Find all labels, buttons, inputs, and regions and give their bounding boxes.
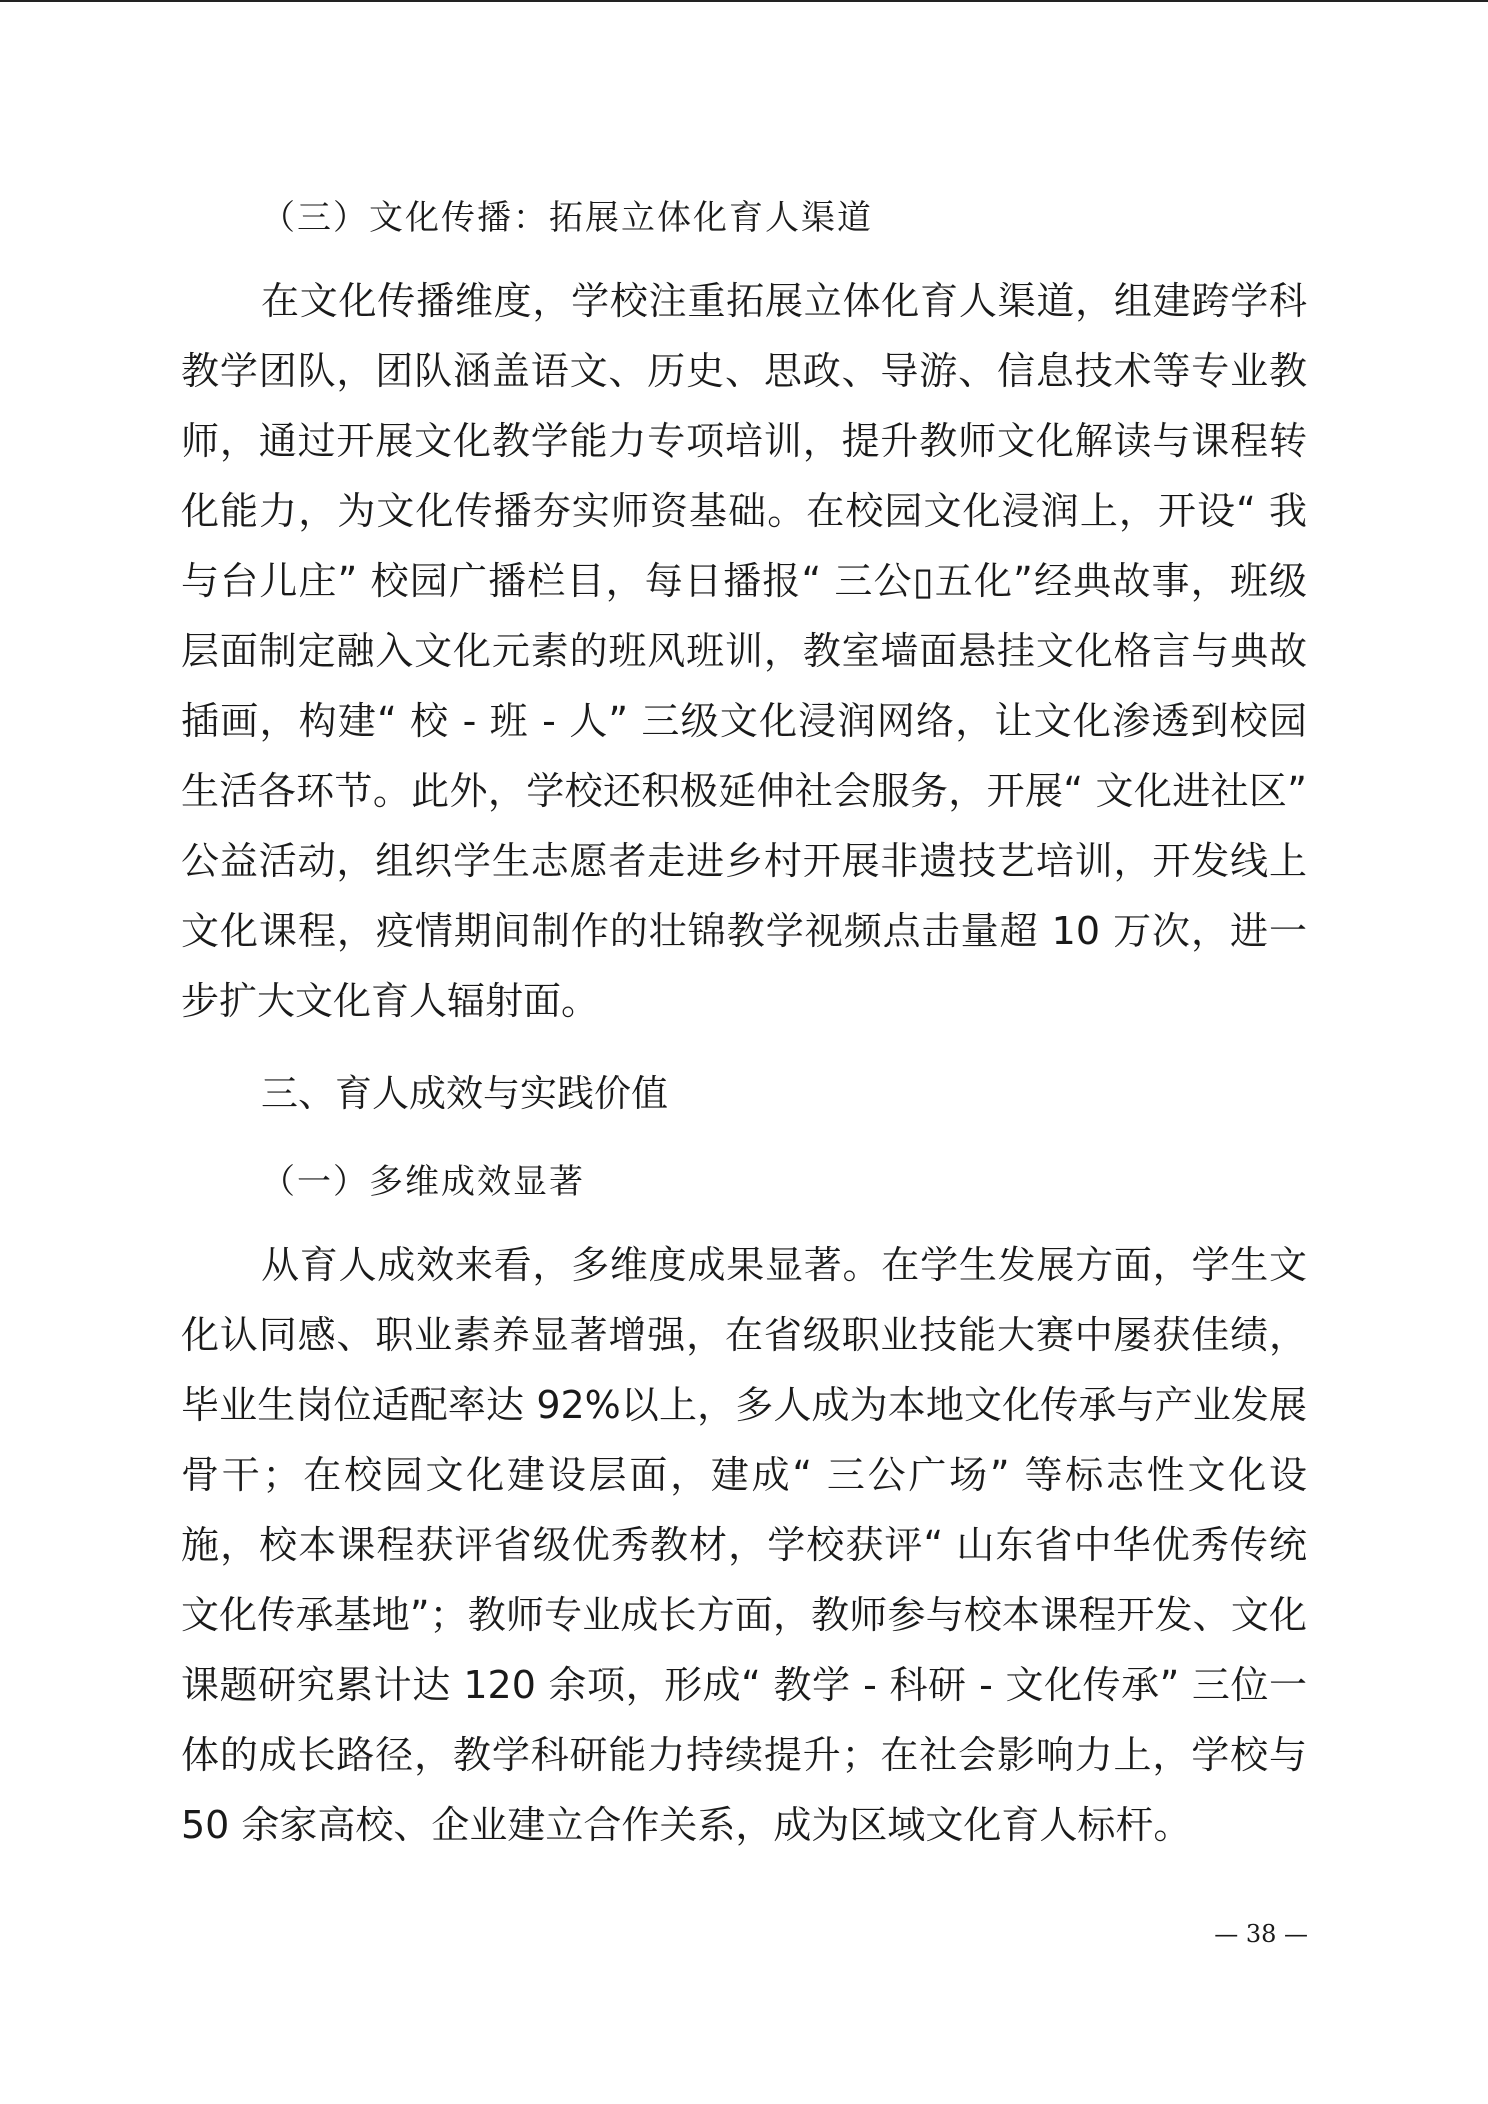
main-heading-3: 三、育人成效与实践价值 <box>261 1072 668 1115</box>
section-3-paragraph: 在文化传播维度，学校注重拓展立体化育人渠道，组建跨学科教学团队，团队涵盖语文、历史、思政、导游、信息技术等专业教师，通过开展文化教学能力专项培训，提升教师文化解读与课程转化能力，为文化传播夯实师资基础。在校园文化浸润上，开设“ 我与台儿庄” 校园广播栏目，每日播报“ 三公▯五化”经典故事，班级层面制定融入文化元素的班风班训，教室墙面悬挂文化格言与典故插画，构建“ 校 - 班 - 人” 三级文化浸润网络，让文化渗透到校园生活各环节。此外，学校还积极延伸社会服务，开展“ 文化进社区” 公益活动，组织学生志愿者走进乡村开展非遗技艺培训，开发线上文化课程，疫情期间制作的壮锦教学视频点击量超 10 万次，进一步扩大文化育人辐射面。 <box>181 279 1307 1023</box>
results-paragraph: 从育人成效来看，多维度成果显著。在学生发展方面，学生文化认同感、职业素养显著增强，在省级职业技能大赛中屡获佳绩，毕业生岗位适配率达 92%以上，多人成为本地文化传承与产业发展骨干；在校园文化建设层面，建成“ 三公广场” 等标志性文化设施，校本课程获评省级优秀教材，学校获评“ 山东省中华优秀传统文化传承基地”；教师专业成长方面，教师参与校本课程开发、文化课题研究累计达 120 余项，形成“ 教学 - 科研 - 文化传承” 三位一体的成长路径，教学科研能力持续提升；在社会影响力上，学校与 50 余家高校、企业建立合作关系，成为区域文化育人标杆。 <box>181 1243 1307 1847</box>
page-number: — 38 — <box>1214 1920 1308 1948</box>
document-body <box>181 188 1307 1860</box>
section-3-sub-heading: （三）文化传播：拓展立体化育人渠道 <box>261 198 873 238</box>
sub-heading-1: （一）多维成效显著 <box>261 1162 585 1202</box>
